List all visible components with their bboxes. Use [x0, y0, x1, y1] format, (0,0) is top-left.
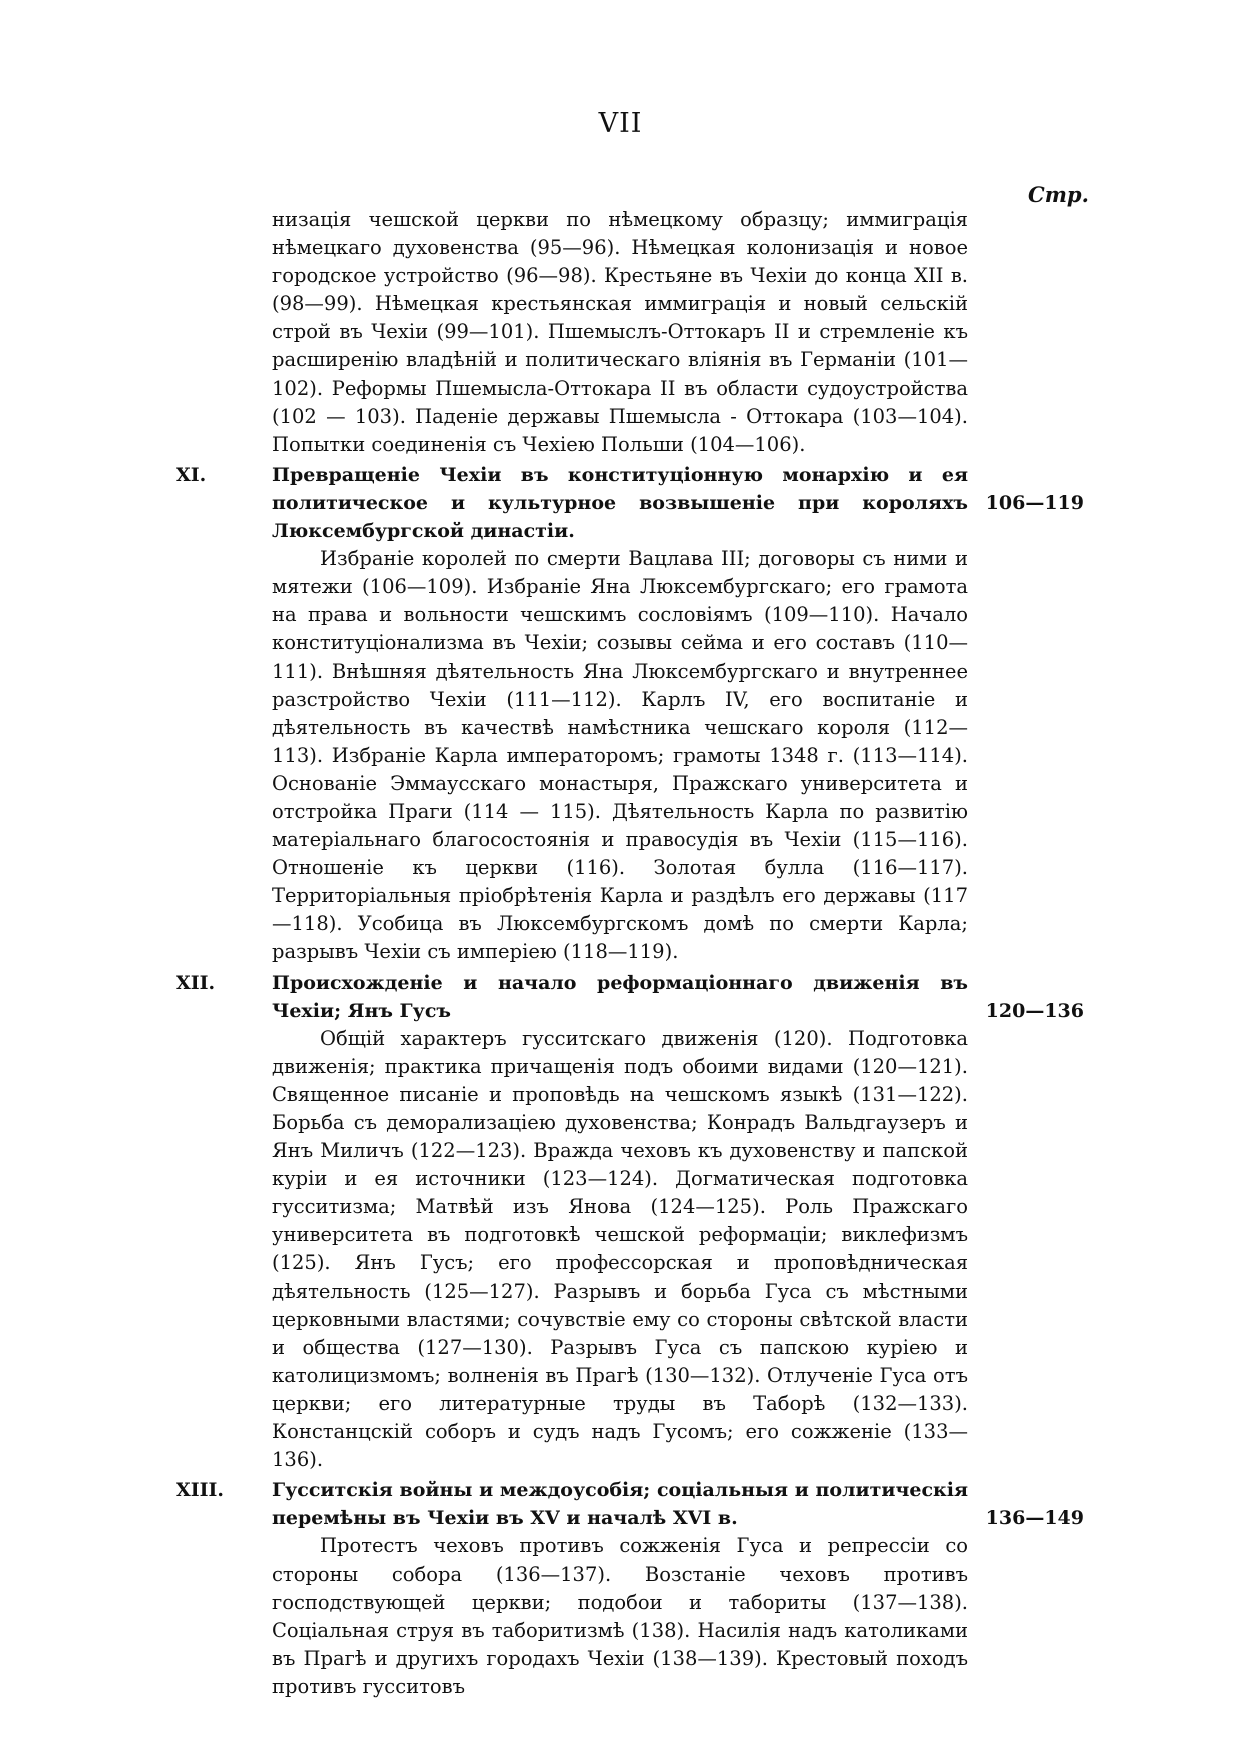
chapter-heading — [176, 969, 1084, 1025]
chapter-pages: 106—119 — [985, 491, 1084, 514]
chapter-number: XII. — [176, 971, 216, 994]
chapter-xii — [176, 969, 1084, 1475]
chapter-xiii — [176, 1476, 1084, 1701]
chapter-heading — [176, 461, 1084, 545]
chapter-summary: Общій характеръ гусситскаго движенія (120). Подготовка движенія; практика причащенія подъ обоими видами (120—121). Священное писаніе и проповѣдь на чешскомъ языкѣ (131—122). Борьба съ деморализаціею духовенства; Конрадъ Вальдгаузеръ и Янъ Миличъ (122—123). Вражда чеховъ къ духовенству и папской куріи и ея источники (123—124). Догматическая подготовка гусситизма; Матвѣй изъ Янова (124—125). Роль Пражскаго университета въ подготовкѣ чешской реформаціи; виклефизмъ (125). Янъ Гусъ; его профессорская и проповѣдническая дѣятельность (125—127). Разрывъ и борьба Гуса съ мѣстными церковными властями; сочувствіе ему со стороны свѣтской власти и общества (127—130). Разрывъ Гуса съ папскою куріею и католицизмомъ; волненія въ Прагѣ (130—132). Отлученіе Гуса отъ церкви; его литературные труды въ Таборѣ (132—133). Констанцскій соборъ и судъ надъ Гусомъ; его сожженіе (133—136). — [272, 1026, 968, 1472]
chapter-summary: Избраніе королей по смерти Вацлава III; договоры съ ними и мятежи (106—109). Избраніе Яна Люксембургскаго; его грамота на права и вольности чешскимъ сословіямъ (109—110). Начало конституціонализма въ Чехіи; созывы сейма и его составъ (110—111). Внѣшняя дѣятельность Яна Люксембургскаго и внутреннее разстройство Чехіи (111—112). Карлъ IV, его воспитаніе и дѣятельность въ качествѣ намѣстника чешскаго короля (112—113). Избраніе Карла императоромъ; грамоты 1348 г. (113—114). Основаніе Эммаусскаго монастыря, Пражскаго университета и отстройка Праги (114 — 115). Дѣятельность Карла по развитію матеріальнаго благосостоянія и правосудія въ Чехіи (115—116). Отношеніе къ церкви (116). Золотая булла (116—117). Территоріальныя пріобрѣтенія Карла и раздѣлъ его державы (117—118). Усобица въ Люксембургскомъ домѣ по смерти Карла; разрывъ Чехіи съ имперіею (118—119). — [272, 547, 968, 964]
chapter-title: Гусситскія войны и междоусобія; соціальныя и политическія перемѣны въ Чехіи въ XV и началѣ XVI в. — [272, 1479, 968, 1530]
pages-column-header: Стр. — [1028, 182, 1089, 207]
chapter-pages: 120—136 — [985, 999, 1084, 1022]
chapter-summary: Протестъ чеховъ противъ сожженія Гуса и репрессіи со стороны собора (136—137). Возстаніе чеховъ противъ господствующей церкви; подобои и табориты (137—138). Соціальная струя въ таборитизмѣ (138). Насилія надъ католиками въ Прагѣ и другихъ городахъ Чехіи (138—139). Крестовый походъ противъ гусситовъ — [272, 1534, 968, 1698]
chapter-heading — [176, 1476, 1084, 1532]
chapter-number: XIII. — [176, 1479, 225, 1502]
chapter-title: Превращеніе Чехіи въ конституціонную монархію и ея политическое и культурное возвышеніе при короляхъ Люксембургской династіи. — [272, 463, 968, 543]
chapter-number: XI. — [176, 463, 207, 486]
table-of-contents — [176, 206, 1084, 1701]
chapter-pages: 136—149 — [985, 1507, 1084, 1530]
chapter-title: Происхожденіе и начало реформаціоннаго движенія въ Чехіи; Янъ Гусъ — [272, 971, 968, 1022]
intro-paragraph: низація чешской церкви по нѣмецкому образцу; иммиграція нѣмецкаго духовенства (95—96). Нѣмецкая колонизація и новое городское устройство (96—98). Крестьяне въ Чехіи до конца XII в. (98—99). Нѣмецкая крестьянская иммиграція и новый сельскій строй въ Чехіи (99—101). Пшемыслъ-Оттокаръ II и стремленіе къ расширенію владѣній и политическаго вліянія въ Германіи (101—102). Реформы Пшемысла-Оттокара II въ области судоустройства (102 — 103). Паденіе державы Пшемысла - Оттокара (103—104). Попытки соединенія съ Чехіею Польши (104—106). — [272, 208, 968, 456]
page-number: VII — [598, 108, 643, 139]
chapter-xi — [176, 461, 1084, 967]
